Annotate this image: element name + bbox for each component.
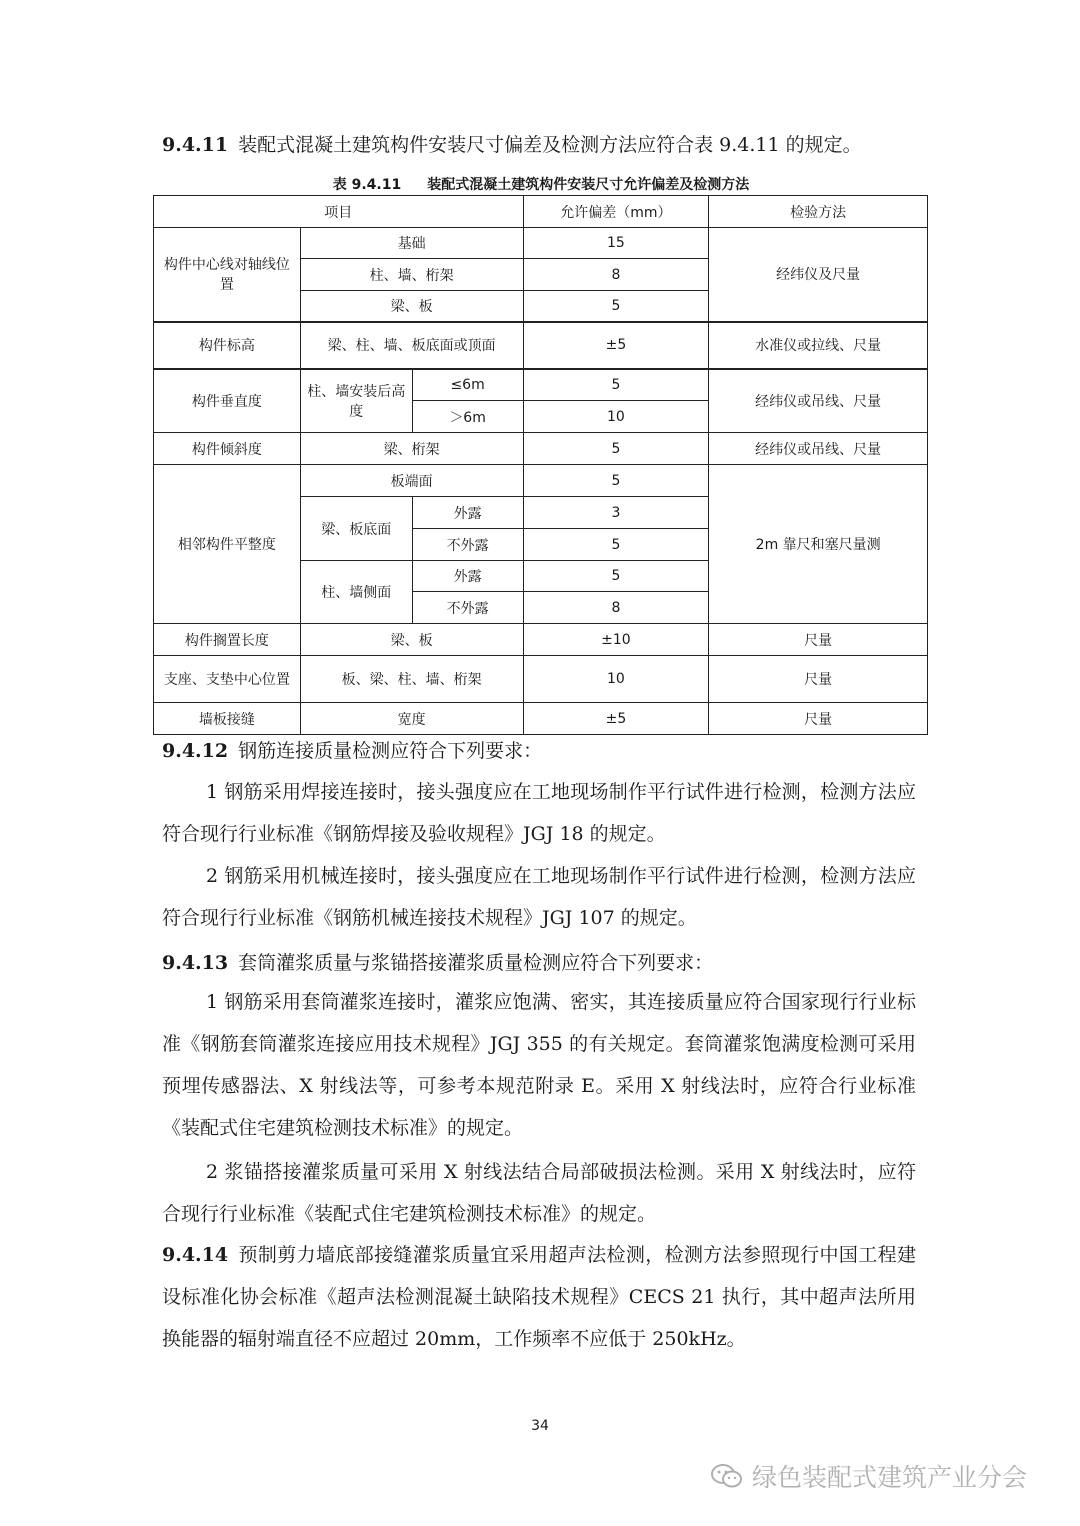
table-caption: [154, 174, 928, 194]
row-value: ±10: [523, 624, 709, 656]
row-name: 梁、桁架: [300, 433, 523, 465]
row-name: 基础: [300, 228, 523, 259]
table-row: [154, 624, 928, 656]
row-method: 尺量: [709, 656, 928, 703]
row-value: 5: [523, 561, 709, 592]
section-text: 装配式混凝土建筑构件安装尺寸偏差及检测方法应符合表 9.4.11 的规定。: [238, 134, 862, 156]
row-name: 梁、板: [300, 291, 523, 322]
section-number: 9.4.11: [162, 134, 229, 156]
row-name: 板、梁、柱、墙、桁架: [300, 656, 523, 703]
row-name: ＞6m: [412, 401, 523, 433]
row-label: 构件中心线对轴线位置: [154, 228, 301, 322]
row-label: 支座、支垫中心位置: [154, 656, 301, 703]
row-value: 5: [523, 369, 709, 401]
table-caption-title: 装配式混凝土建筑构件安装尺寸允许偏差及检测方法: [427, 177, 750, 193]
row-sub-label: 柱、墙侧面: [300, 561, 412, 624]
row-label: 构件垂直度: [154, 369, 301, 433]
paragraph: 2 钢筋采用机械连接时，接头强度应在工地现场制作平行试件进行检测，检测方法应符合现行行业标准《钢筋机械连接技术规程》JGJ 107 的规定。: [162, 865, 916, 929]
row-label: 构件搁置长度: [154, 624, 301, 656]
row-name: 不外露: [412, 592, 523, 624]
row-value: 10: [523, 656, 709, 703]
row-name: 外露: [412, 561, 523, 592]
section-number: 9.4.12: [162, 740, 229, 762]
section-9-4-12: [162, 738, 542, 764]
row-method: 尺量: [709, 624, 928, 656]
row-name: 梁、板: [300, 624, 523, 656]
section-text: 预制剪力墙底部接缝灌浆质量宜采用超声法检测，检测方法参照现行中国工程建设标准化协会标准《超声法检测混凝土缺陷技术规程》CECS 21 执行，其中超声法所用换能器的辐射端直径不应超过 20mm，工作频率不应低于 250kHz。: [162, 1244, 916, 1350]
row-value: 3: [523, 497, 709, 529]
table-row: [154, 369, 928, 401]
row-method: 水准仪或拉线、尺量: [709, 322, 928, 369]
header-item: 项目: [154, 196, 524, 228]
row-value: 15: [523, 228, 709, 259]
row-name: 梁、柱、墙、板底面或顶面: [300, 322, 523, 369]
row-label: 构件标高: [154, 322, 301, 369]
header-tolerance: 允许偏差（mm）: [523, 196, 709, 228]
row-value: ±5: [523, 703, 709, 735]
paragraph: 1 钢筋采用焊接连接时，接头强度应在工地现场制作平行试件进行检测，检测方法应符合现行行业标准《钢筋焊接及验收规程》JGJ 18 的规定。: [162, 781, 916, 845]
section-number: 9.4.13: [162, 952, 229, 974]
header-method: 检验方法: [709, 196, 928, 228]
row-label: 相邻构件平整度: [154, 465, 301, 624]
row-method: 经纬仪或吊线、尺量: [709, 433, 928, 465]
row-value: 5: [523, 529, 709, 561]
table-row: [154, 465, 928, 497]
section-text: 钢筋连接质量检测应符合下列要求：: [238, 740, 543, 762]
table-caption-number: 表 9.4.11: [332, 177, 402, 193]
row-value: 5: [523, 465, 709, 497]
watermark-text: 绿色装配式建筑产业分会: [752, 1463, 1028, 1492]
row-value: 5: [523, 433, 709, 465]
paragraph: 1 钢筋采用套筒灌浆连接时，灌浆应饱满、密实，其连接质量应符合国家现行行业标准《钢筋套筒灌浆连接应用技术规程》JGJ 355 的有关规定。套筒灌浆饱满度检测可采用预埋传感器法、X 射线法等，可参考本规范附录 E。采用 X 射线法时，应符合行业标准《装配式住宅建筑检测技术标准》的规定。: [162, 991, 916, 1139]
row-method: 尺量: [709, 703, 928, 735]
row-label: 墙板接缝: [154, 703, 301, 735]
paragraph: 2 浆锚搭接灌浆质量可采用 X 射线法结合局部破损法检测。采用 X 射线法时，应符合现行行业标准《装配式住宅建筑检测技术标准》的规定。: [162, 1161, 916, 1225]
section-text: 套筒灌浆质量与浆锚搭接灌浆质量检测应符合下列要求：: [238, 952, 714, 974]
row-method: 经纬仪或吊线、尺量: [709, 369, 928, 433]
table-row: [154, 228, 928, 259]
table-row: [154, 433, 928, 465]
tolerance-table: [153, 195, 928, 735]
row-value: 10: [523, 401, 709, 433]
row-name: 板端面: [300, 465, 523, 497]
row-value: ±5: [523, 322, 709, 369]
row-sub-label: 柱、墙安装后高度: [300, 369, 412, 433]
row-label: 构件倾斜度: [154, 433, 301, 465]
row-value: 8: [523, 259, 709, 291]
row-value: 5: [523, 291, 709, 322]
table-row: [154, 703, 928, 735]
section-9-4-11: [162, 132, 862, 158]
page-number: 34: [531, 1418, 549, 1434]
row-name: 不外露: [412, 529, 523, 561]
row-method: 2m 靠尺和塞尺量测: [709, 465, 928, 624]
row-sub-label: 梁、板底面: [300, 497, 412, 561]
watermark: [710, 1458, 1027, 1494]
section-9-4-14: [162, 1234, 916, 1360]
table-header-row: [154, 196, 928, 228]
row-method: 经纬仪及尺量: [709, 228, 928, 322]
section-9-4-13: [162, 950, 713, 976]
row-name: 外露: [412, 497, 523, 529]
table-row: [154, 656, 928, 703]
section-number: 9.4.14: [162, 1244, 229, 1266]
row-name: 宽度: [300, 703, 523, 735]
table-row: [154, 322, 928, 369]
row-name: ≤6m: [412, 369, 523, 401]
wechat-icon: [710, 1462, 744, 1490]
row-value: 8: [523, 592, 709, 624]
row-name: 柱、墙、桁架: [300, 259, 523, 291]
